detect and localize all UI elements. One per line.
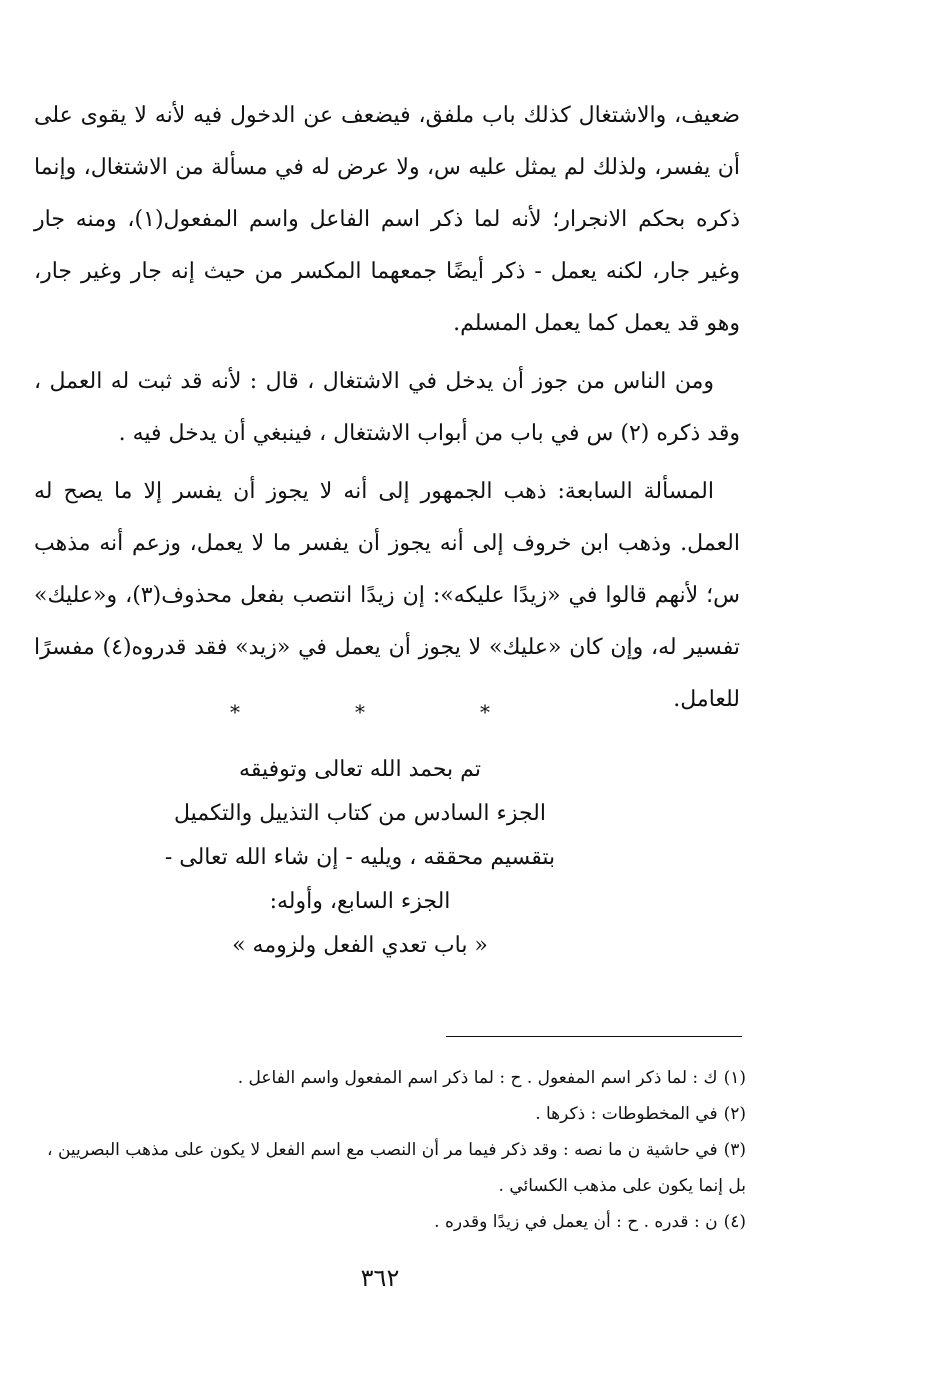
- colophon-line: بتقسيم محققه ، ويليه - إن شاء الله تعالى -: [164, 845, 556, 870]
- colophon: [150, 748, 570, 968]
- colophon-line: « باب تعدي الفعل ولزومه »: [232, 933, 488, 958]
- footnote-text: في المخطوطات : ذكرها .: [535, 1104, 718, 1124]
- paragraph-3: المسألة السابعة: ذهب الجمهور إلى أنه لا يجوز أن يفسر إلا ما يصح له العمل. وذهب ابن خروف إلى أنه يجوز أن يفسر ما لا يعمل، وزعم أنه مذهب س؛ لأنهم قالوا في «زيدًا عليكه»: إن زيدًا انتصب بفعل محذوف(٣)، و«عليك» تفسير له، وإن كان «عليك» لا يجوز أن يعمل في «زيد» فقد قدروه(٤) مفسرًا للعامل.: [34, 479, 740, 712]
- colophon-line: الجزء السادس من كتاب التذييل والتكميل: [174, 801, 546, 826]
- footnote-rule: [446, 1036, 742, 1037]
- section-separator: [230, 700, 490, 724]
- separator-star: *: [355, 700, 365, 724]
- paragraph-1: ضعيف، والاشتغال كذلك باب ملفق، فيضعف عن الدخول فيه لأنه لا يقوى على أن يفسر، ولذلك لم يمثل عليه س، ولا عرض له في مسألة من الاشتغال، وإنما ذكره بحكم الانجرار؛ لأنه لما ذكر اسم الفاعل واسم المفعول(١)، ومنه جار وغير جار، لكنه يعمل - ذكر أيضًا جمعهما المكسر من حيث إنه جار وغير جار، وهو قد يعمل كما يعمل المسلم.: [34, 103, 740, 336]
- footnote-number: (٢): [723, 1104, 746, 1124]
- footnote-text: في حاشية ن ما نصه : وقد ذكر فيما مر أن النصب مع اسم الفعل لا يكون على مذهب البصريين ، بل إنما يكون على مذهب الكسائي .: [47, 1140, 746, 1196]
- footnote-text: ك : لما ذكر اسم المفعول . ح : لما ذكر اسم المفعول واسم الفاعل .: [237, 1068, 718, 1088]
- colophon-line: الجزء السابع، وأوله:: [269, 889, 451, 914]
- page-number: ٣٦٢: [360, 1264, 400, 1292]
- paragraph-2: ومن الناس من جوز أن يدخل في الاشتغال ، قال : لأنه قد ثبت له العمل ، وقد ذكره (٢) س في باب من أبواب الاشتغال ، فينبغي أن يدخل فيه .: [34, 369, 740, 446]
- footnote: [34, 1060, 746, 1096]
- colophon-line: تم بحمد الله تعالى وتوفيقه: [239, 757, 481, 782]
- footnote-text: ن : قدره . ح : أن يعمل في زيدًا وقدره .: [434, 1212, 718, 1232]
- separator-star: *: [480, 700, 490, 724]
- footnote: [34, 1132, 746, 1204]
- footnote: [34, 1096, 746, 1132]
- footnote: [34, 1204, 746, 1240]
- separator-star: *: [230, 700, 240, 724]
- footnote-number: (١): [723, 1068, 746, 1088]
- footnote-number: (٣): [723, 1140, 746, 1160]
- main-text: [34, 90, 740, 732]
- footnote-number: (٤): [723, 1212, 746, 1232]
- footnotes: [34, 1060, 746, 1240]
